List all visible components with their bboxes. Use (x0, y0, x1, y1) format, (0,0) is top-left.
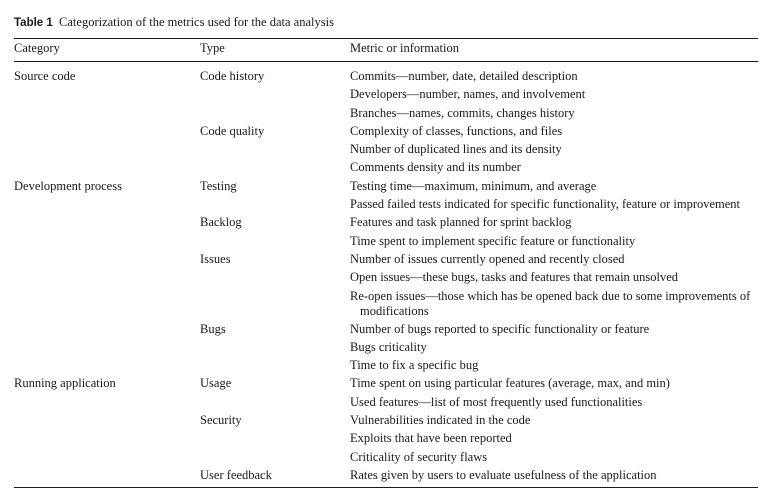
cell-metric-text: Bugs criticality (350, 339, 427, 354)
cell-metric-text: Number of duplicated lines and its density (350, 142, 562, 157)
cell-metric-text: Vulnerabilities indicated in the code (350, 413, 531, 428)
cell-type (200, 84, 350, 102)
cell-type-text: Issues (200, 251, 231, 266)
cell-category (14, 428, 200, 446)
cell-metric (350, 121, 758, 139)
cell-type-text: Testing (200, 178, 237, 193)
cell-metric (350, 231, 758, 249)
cell-type-text: User feedback (200, 467, 272, 482)
table-figure (14, 14, 758, 488)
table-header (14, 39, 758, 61)
cell-metric-text: Passed failed tests indicated for specific functionality, feature or improvement (350, 197, 741, 212)
table-row (14, 392, 758, 410)
cell-category-text: Development process (14, 178, 122, 193)
cell-category (14, 194, 200, 212)
cell-metric-text: Number of bugs reported to specific functionality or feature (350, 321, 650, 336)
cell-type (200, 212, 350, 230)
cell-type (200, 286, 350, 319)
header-metric: Metric or information (350, 41, 459, 55)
cell-category (14, 337, 200, 355)
table-row (14, 319, 758, 337)
cell-metric-text: Rates given by users to evaluate usefulness of the application (350, 467, 657, 482)
cell-type (200, 373, 350, 391)
cell-type-text: Security (200, 413, 242, 428)
cell-metric (350, 392, 758, 410)
cell-metric (350, 355, 758, 373)
table-row (14, 355, 758, 373)
cell-category-text: Running application (14, 376, 116, 391)
cell-metric (350, 84, 758, 102)
cell-type-text: Bugs (200, 321, 226, 336)
cell-category (14, 286, 200, 319)
cell-category (14, 157, 200, 175)
cell-category (14, 355, 200, 373)
cell-type-text: Usage (200, 376, 232, 391)
table-row (14, 286, 758, 319)
cell-category (14, 121, 200, 139)
cell-type (200, 194, 350, 212)
cell-category (14, 176, 200, 194)
table-row (14, 212, 758, 230)
cell-metric-text: Testing time—maximum, minimum, and average (350, 178, 597, 193)
table-caption-label: Table 1 (14, 17, 53, 29)
cell-metric-text: Criticality of security flaws (350, 449, 488, 464)
table-row (14, 447, 758, 465)
cell-category (14, 267, 200, 285)
cell-metric (350, 319, 758, 337)
cell-metric-text: Number of issues currently opened and recently closed (350, 251, 625, 266)
metrics-table (14, 39, 758, 61)
cell-metric (350, 410, 758, 428)
cell-category (14, 392, 200, 410)
cell-type (200, 249, 350, 267)
cell-type-text: Backlog (200, 215, 242, 230)
table-row (14, 157, 758, 175)
cell-metric-text: Time spent to implement specific feature or functionality (350, 233, 636, 248)
cell-metric (350, 337, 758, 355)
cell-type (200, 410, 350, 428)
cell-type (200, 392, 350, 410)
table-row (14, 176, 758, 194)
table-caption-text: Categorization of the metrics used for the data analysis (59, 15, 334, 29)
cell-type (200, 337, 350, 355)
table-caption (14, 14, 758, 32)
cell-type (200, 121, 350, 139)
cell-metric (350, 139, 758, 157)
cell-metric-text: Branches—names, commits, changes history (350, 105, 575, 120)
table-row (14, 62, 758, 84)
cell-category-text: Source code (14, 69, 76, 83)
table-row (14, 465, 758, 483)
cell-category (14, 319, 200, 337)
cell-metric-text: Exploits that have been reported (350, 431, 512, 446)
table-row (14, 194, 758, 212)
cell-type (200, 428, 350, 446)
cell-metric-text: Used features—list of most frequently used functionalities (350, 394, 643, 409)
cell-metric-text: Comments density and its number (350, 160, 521, 175)
cell-category (14, 231, 200, 249)
cell-category (14, 410, 200, 428)
cell-metric-text: Re-open issues—those which has be opened back due to some improvements of modifications (350, 288, 751, 318)
cell-type (200, 62, 350, 84)
cell-metric-text: Features and task planned for sprint backlog (350, 215, 572, 230)
cell-metric (350, 286, 758, 319)
table-row (14, 249, 758, 267)
table-header-row (14, 39, 758, 61)
cell-type (200, 157, 350, 175)
cell-category (14, 139, 200, 157)
table-row (14, 428, 758, 446)
table-row (14, 103, 758, 121)
cell-type (200, 103, 350, 121)
cell-category (14, 465, 200, 483)
header-type: Type (200, 41, 225, 55)
cell-metric (350, 249, 758, 267)
cell-metric (350, 428, 758, 446)
cell-category (14, 84, 200, 102)
cell-metric (350, 212, 758, 230)
table-row (14, 139, 758, 157)
cell-metric (350, 62, 758, 84)
table-row (14, 121, 758, 139)
cell-type (200, 447, 350, 465)
cell-type-text: Code quality (200, 123, 265, 138)
table-row (14, 410, 758, 428)
table-bottom-rule (14, 487, 758, 488)
table-body (14, 62, 758, 483)
cell-metric-text: Complexity of classes, functions, and files (350, 123, 563, 138)
cell-category (14, 212, 200, 230)
cell-type (200, 139, 350, 157)
cell-metric (350, 373, 758, 391)
cell-category (14, 373, 200, 391)
table-row (14, 337, 758, 355)
cell-metric-text: Time spent on using particular features (average, max, and min) (350, 376, 670, 391)
cell-category (14, 103, 200, 121)
cell-type (200, 319, 350, 337)
header-category: Category (14, 41, 60, 55)
table-row (14, 267, 758, 285)
cell-metric (350, 103, 758, 121)
cell-metric-text: Open issues—these bugs, tasks and features that remain unsolved (350, 270, 679, 285)
table-row (14, 231, 758, 249)
cell-category (14, 249, 200, 267)
cell-metric-text: Time to fix a specific bug (350, 358, 479, 373)
cell-category (14, 447, 200, 465)
cell-metric-text: Commits—number, date, detailed description (350, 69, 578, 83)
cell-type (200, 176, 350, 194)
metrics-table-body (14, 62, 758, 483)
cell-type (200, 231, 350, 249)
cell-metric (350, 465, 758, 483)
cell-metric (350, 194, 758, 212)
cell-type (200, 355, 350, 373)
cell-type (200, 465, 350, 483)
table-row (14, 84, 758, 102)
cell-metric-text: Developers—number, names, and involvement (350, 87, 586, 102)
cell-metric (350, 447, 758, 465)
table-row (14, 373, 758, 391)
cell-metric (350, 267, 758, 285)
cell-metric (350, 176, 758, 194)
cell-type (200, 267, 350, 285)
cell-category (14, 62, 200, 84)
cell-metric (350, 157, 758, 175)
cell-type-text: Code history (200, 69, 265, 83)
